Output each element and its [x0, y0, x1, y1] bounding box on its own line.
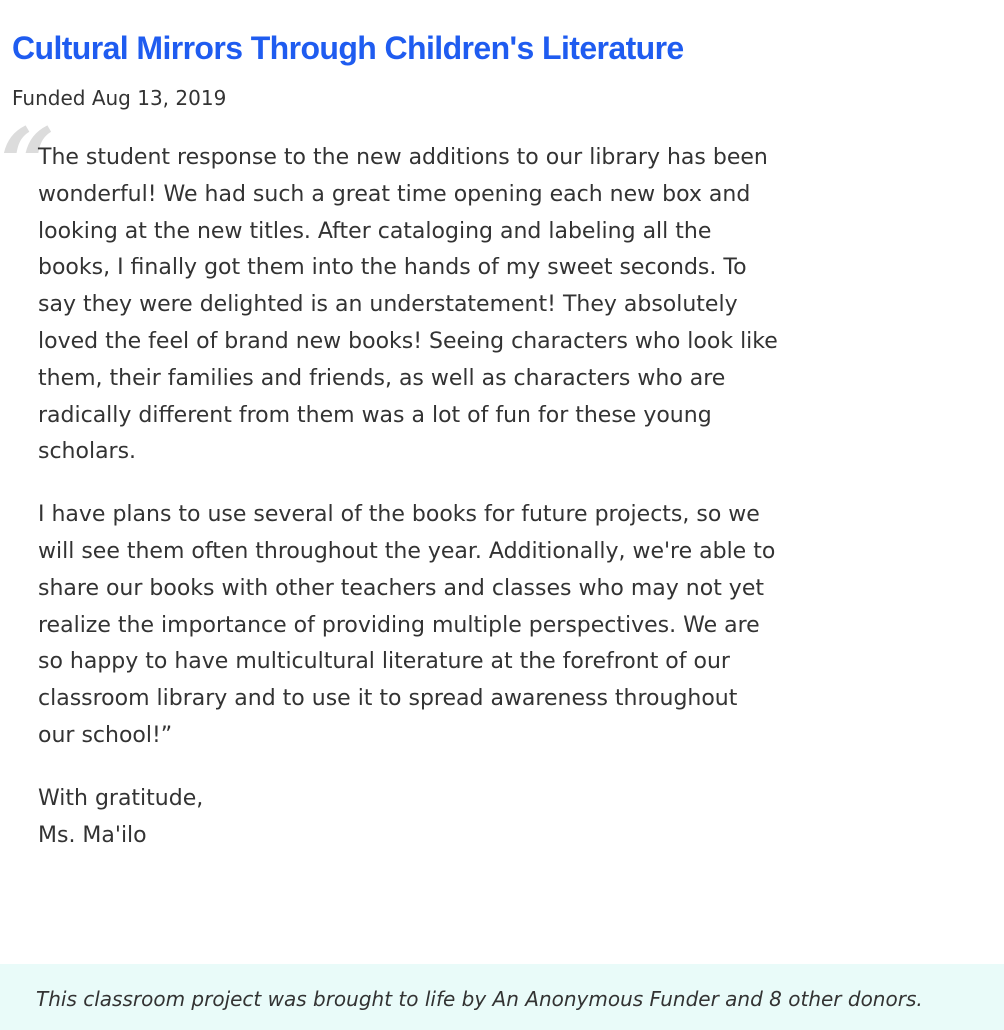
message-paragraph-1: The student response to the new additions to our library has been wonderful! We had such a great time opening each new box and looking at the new titles. After cataloging and labeling all the books, I finally got them into the hands of my sweet seconds. To say they were delighted is an understatement! They absolutely loved the feel of brand new books! Seeing characters who look like them, their families and friends, as well as characters who are radically different from them was a lot of fun for these young scholars.: [38, 145, 778, 465]
message-signoff: [38, 781, 778, 855]
thank-you-message: [38, 140, 778, 854]
donor-footer: [0, 964, 1004, 1030]
message-paragraph-2: I have plans to use several of the books for future projects, so we will see them often throughout the year. Additionally, we're able to share our books with other teachers and classes who may not yet realize the importance of providing multiple perspectives. We are so happy to have multicultural literature at the forefront of our classroom library and to use it to spread awareness throughout our school!”: [38, 502, 776, 748]
quote-mark-icon: “: [0, 107, 56, 220]
signoff-line: With gratitude,: [38, 785, 204, 811]
donor-footer-text: This classroom project was brought to life by An Anonymous Funder and 8 other donors.: [36, 987, 923, 1011]
funded-date: Funded Aug 13, 2019: [12, 86, 227, 110]
teacher-signature: Ms. Ma'ilo: [38, 822, 147, 848]
project-title-link[interactable]: Cultural Mirrors Through Children's Literature: [12, 30, 684, 66]
